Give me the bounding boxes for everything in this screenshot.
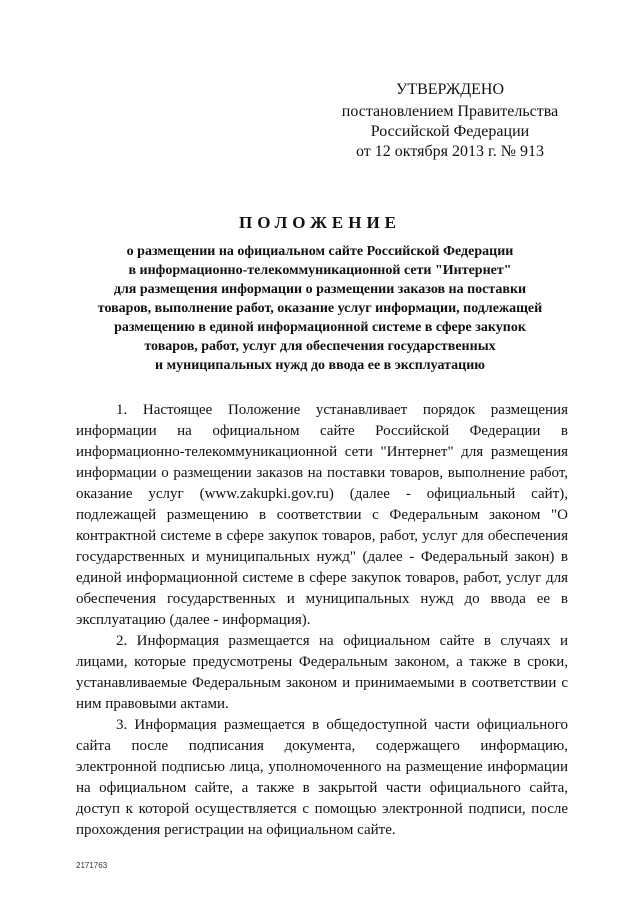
paragraph-3: 3. Информация размещается в общедоступной части официального сайта после подписания документа, содержащего информацию, электронной подписью лица, уполномоченного на размещение информации на официальном сайте, а также в закрытой части официального сайта, доступ к которой осуществляется с помощью электронной подписи, после прохождения регистрации на официальном сайте. — [76, 717, 568, 838]
approval-line-3: от 12 октября 2013 г. № 913 — [355, 143, 544, 160]
document-body — [76, 400, 568, 841]
subtitle-line: о размещении на официальном сайте Российской Федерации — [126, 244, 514, 259]
approval-stamp — [330, 80, 570, 162]
title-block — [60, 212, 580, 375]
approval-line-2: Российской Федерации — [370, 123, 530, 140]
approval-line-1: постановлением Правительства — [341, 103, 559, 120]
subtitle-line: размещению в единой информационной системе в сфере закупок — [114, 320, 526, 335]
subtitle-line: и муниципальных нужд до ввода ее в эксплуатацию — [155, 358, 485, 373]
document-code: 2171763 — [76, 861, 108, 870]
subtitle-line: товаров, работ, услуг для обеспечения государственных — [144, 339, 496, 354]
paragraph-2: 2. Информация размещается на официальном сайте в случаях и лицами, которые предусмотрены Федеральным законом, а также в сроки, устанавливаемые Федеральным законом и принимаемыми в соответствии с ним правовыми актами. — [76, 633, 568, 712]
document-subtitle — [60, 242, 580, 375]
subtitle-line: товаров, выполнение работ, оказание услуг информации, подлежащей — [97, 301, 543, 316]
subtitle-line: в информационно-телекоммуникационной сети "Интернет" — [128, 263, 512, 278]
document-title: ПОЛОЖЕНИЕ — [239, 213, 401, 232]
approval-title: УТВЕРЖДЕНО — [395, 81, 504, 98]
paragraph-1: 1. Настоящее Положение устанавливает порядок размещения информации на официальном сайте Российской Федерации в информационно-телекоммуникационной сети "Интернет" для размещения информации о размещении заказов на поставки товаров, выполнение работ, оказание услуг (www.zakupki.gov.ru) (далее - официальный сайт), подлежащей размещению в соответствии с Федеральным законом "О контрактной системе в сфере закупок товаров, работ, услуг для обеспечения государственных и муниципальных нужд" (далее - Федеральный закон) в единой информационной системе в сфере закупок товаров, работ, услуг для обеспечения государственных и муниципальных нужд до ввода ее в эксплуатацию (далее - информация). — [76, 402, 568, 628]
subtitle-line: для размещения информации о размещении заказов на поставки — [113, 282, 527, 297]
